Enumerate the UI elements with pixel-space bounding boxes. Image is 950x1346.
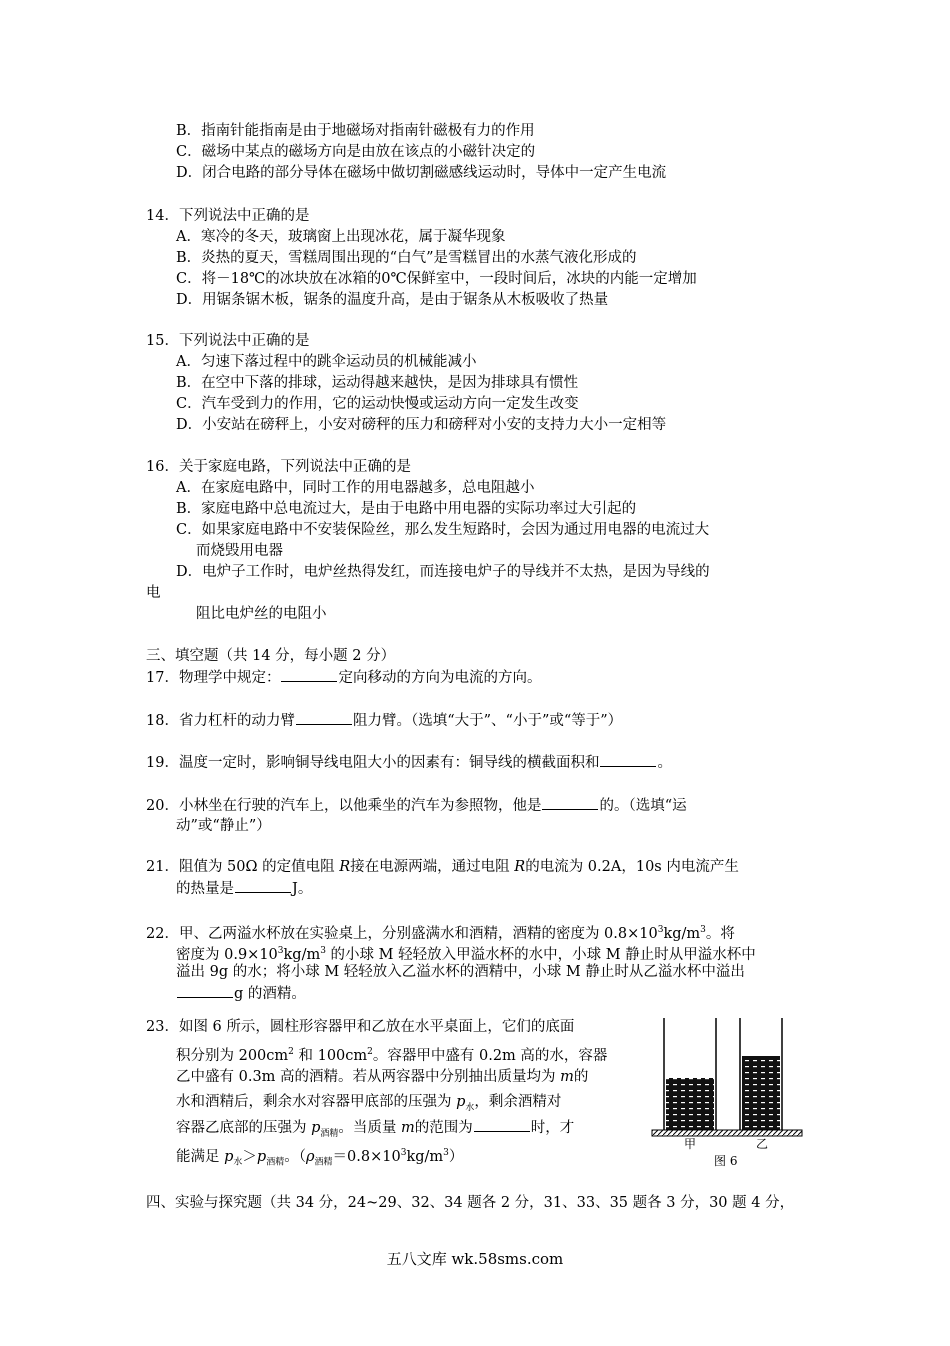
q16-option-d-wrap: 电 [146,585,161,601]
figure-label-yi: 乙 [756,1137,769,1151]
q20: 20．小林坐在行驶的汽车上，以他乘坐的汽车为参照物，他是 的。（选填“运 [146,795,687,816]
q17-blank[interactable] [281,667,337,682]
q15-stem: 15．下列说法中正确的是 [146,333,310,349]
q14-option-b: B．炎热的夏天，雪糕周围出现的“白气”是雪糕冒出的水蒸气液化形成的 [176,250,637,266]
q22-line2: 密度为 $0.9\times 10^3kg/m^3$ 的小球 M 轻轻放入甲溢水杯的水中，小球 M 静止时从甲溢水杯中 [176,946,756,963]
q17: 17．物理学中规定： 定向移动的方向为电流的方向。 [146,667,541,688]
section-4-heading: 四、实验与探究题（共 34 分，24~29、32、34 题各 2 分，31、33、35 题各 3 分，30 题 4 分， [146,1195,795,1211]
q23-line5: 容器乙底部的压强为 $p_{酒精}$。当质量 m的范围为 时，才 [176,1117,574,1144]
q22: 22．甲、乙两溢水杯放在实验桌上，分别盛满水和酒精，酒精的密度为 $0.8\times 10^3kg/m^3$。将 [146,925,735,942]
q20-blank[interactable] [542,795,598,810]
q13-option-c: C．磁场中某点的磁场方向是由放在该点的小磁针决定的 [176,144,536,160]
q15-option-d: D．小安站在磅秤上，小安对磅秤的压力和磅秤对小安的支持力大小一定相等 [176,417,667,433]
q22-line4: g 的酒精。 [176,983,306,1004]
q16-option-c: C．如果家庭电路中不安装保险丝，那么发生短路时，会因为通过用电器的电流过大 [176,522,710,538]
q23-line3: 乙中盛有 0.3m 高的酒精。若从两容器中分别抽出质量均为 m的 [176,1069,589,1085]
q16-option-d: D．电炉子工作时，电炉丝热得发红，而连接电炉子的导线并不太热，是因为导线的 [176,564,710,580]
q21: 21．阻值为 50Ω 的定值电阻 R接在电源两端，通过电阻 R的电流为 0.2A，10s 内电流产生 [146,859,739,875]
q20-cont: 动”或“静止”） [176,818,271,834]
q23-line2: 积分别为 $200cm^2$ 和 $100cm^2$。容器甲中盛有 0.2m 高的水，容器 [176,1047,608,1064]
q15-option-b: B．在空中下落的排球，运动得越来越快，是因为排球具有惯性 [176,375,579,391]
q23-line4: 水和酒精后，剩余水对容器甲底部的压强为 $p_水$，剩余酒精对 [176,1094,562,1113]
q16-option-d-cont: 阻比电炉丝的电阻小 [196,606,327,622]
q21-cont: 的热量是 J。 [176,878,312,899]
footer-watermark: 五八文库 wk.58sms.com [386,1250,564,1268]
q16-option-c-cont: 而烧毁用电器 [196,543,283,559]
q22-line3: 溢出 9g 的水；将小球 M 轻轻放入乙溢水杯的酒精中，小球 M 静止时从乙溢水杯中溢出 [176,964,745,980]
q13-option-b: B．指南针能指南是由于地磁场对指南针磁极有力的作用 [176,123,535,139]
q16-option-b: B．家庭电路中总电流过大，是由于电路中用电器的实际功率过大引起的 [176,501,637,517]
figure-6-containers [648,1010,808,1170]
section-3-heading: 三、填空题（共 14 分，每小题 2 分） [146,648,396,664]
q23-line1: 23．如图 6 所示，圆柱形容器甲和乙放在水平桌面上，它们的底面 [146,1019,575,1035]
q14-option-d: D．用锯条锯木板，锯条的温度升高，是由于锯条从木板吸收了热量 [176,292,609,308]
container-a-liquid [666,1078,714,1130]
q23-blank[interactable] [474,1117,530,1132]
q18: 18．省力杠杆的动力臂 阻力臂。（选填“大于”、“小于”或“等于”） [146,710,622,731]
figure-label-jia: 甲 [684,1137,697,1151]
q13-option-d: D．闭合电路的部分导体在磁场中做切割磁感线运动时，导体中一定产生电流 [176,165,667,181]
q14-option-c: C．将－18℃的冰块放在冰箱的0℃保鲜室中，一段时间后，冰块的内能一定增加 [176,271,697,287]
q14-option-a: A．寒冷的冬天，玻璃窗上出现冰花，属于凝华现象 [176,229,506,245]
q15-option-a: A．匀速下落过程中的跳伞运动员的机械能减小 [176,354,477,370]
q14-stem: 14．下列说法中正确的是 [146,208,310,224]
q21-blank[interactable] [235,878,291,893]
q19-blank[interactable] [600,752,656,767]
q16-stem: 16．关于家庭电路，下列说法中正确的是 [146,459,411,475]
q22-blank[interactable] [177,983,233,998]
q19: 19．温度一定时，影响铜导线电阻大小的因素有：铜导线的横截面积和 。 [146,752,672,773]
q15-option-c: C．汽车受到力的作用，它的运动快慢或运动方向一定发生改变 [176,396,579,412]
container-b-liquid [742,1056,780,1130]
q23-line6: 能满足 $p_水>p_{酒精}$。$(\rho_{酒精}=0.8\times 10^3kg/m^3)$ [176,1148,464,1168]
q16-option-a: A．在家庭电路中，同时工作的用电器越多，总电阻越小 [176,480,535,496]
figure-caption: 图 6 [714,1154,738,1168]
q18-blank[interactable] [296,710,352,725]
